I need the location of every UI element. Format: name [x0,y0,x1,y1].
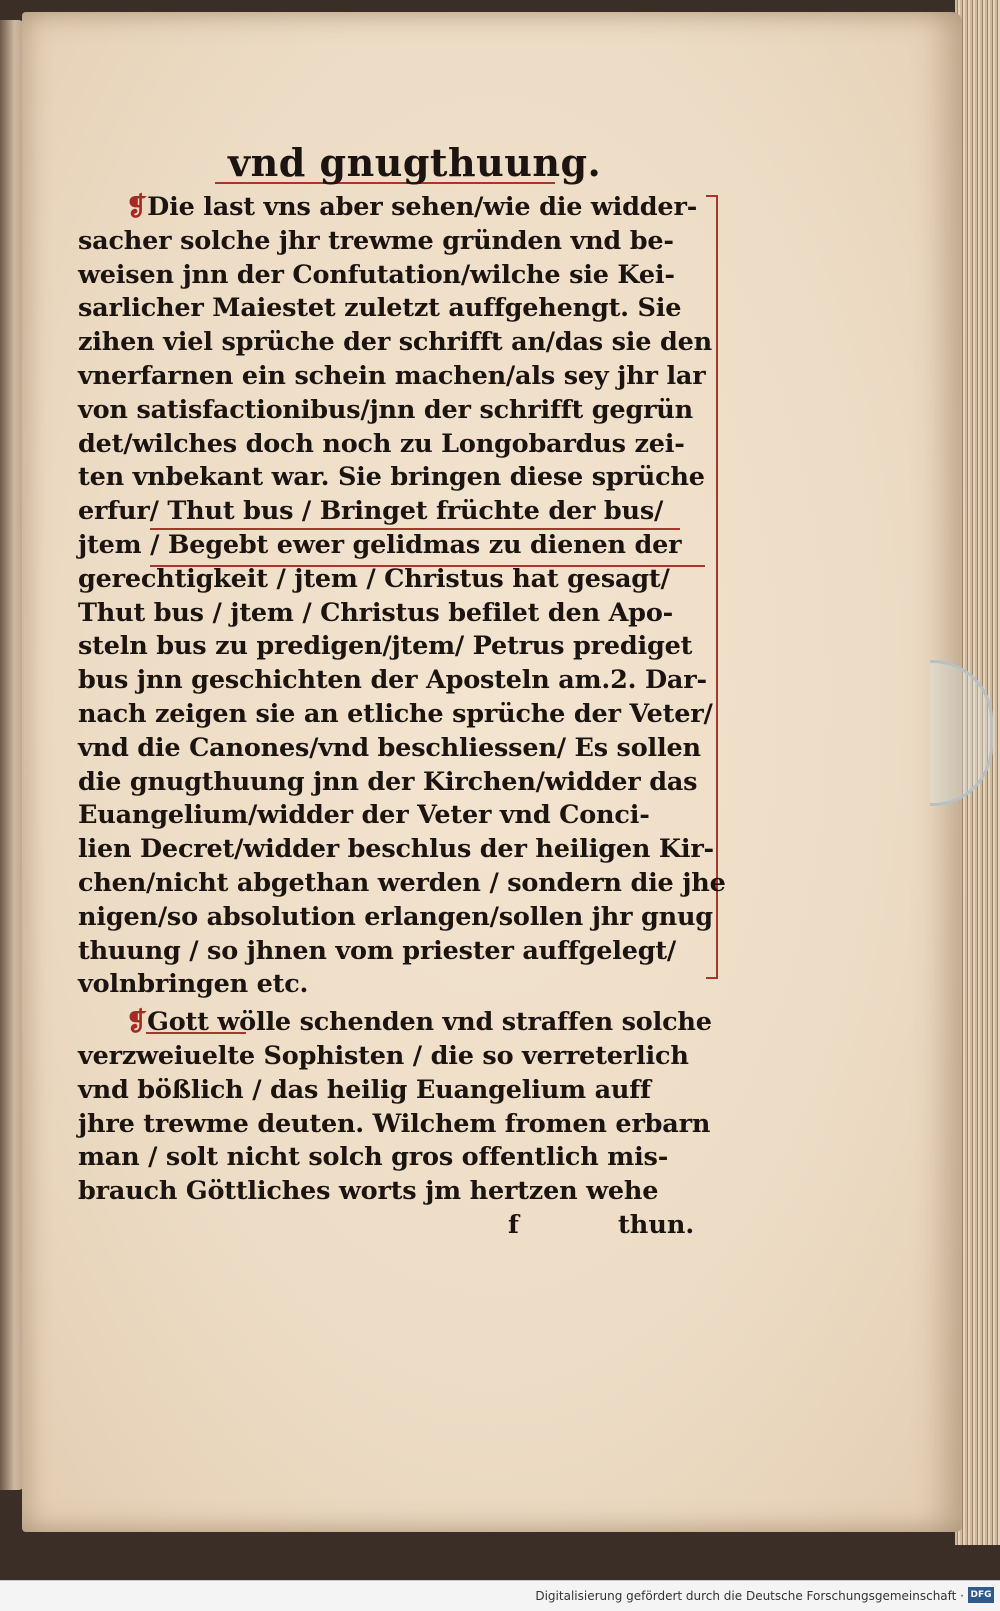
text-line: ❡Gott wölle schenden vnd straffen solche [126,1007,712,1038]
text-line: vnd bößlich / das heilig Euangelium auff [78,1074,651,1105]
footer [0,1580,1000,1611]
text-line: sacher solche jhr trewme gründen vnd be- [78,225,674,256]
text-line: jhre trewme deuten. Wilchem fromen erbarn [78,1108,711,1139]
text-line: man / solt nicht solch gros offentlich mis- [78,1142,669,1173]
text-line: sarlicher Maiestet zuletzt auffgehengt. Sie [78,293,682,324]
text-line: lien Decret/widder beschlus der heiligen Kir- [78,834,714,865]
text-line: vnd die Canones/vnd beschliessen/ Es sollen [78,732,701,763]
text-line: zihen viel sprüche der schrifft an/das sie den [78,327,712,358]
signature-line [78,1210,718,1250]
pilcrow-icon: ❡ [126,192,148,222]
text-line: thuung / so jhnen vom priester auffgelegt/ [78,935,677,966]
text-line: steln bus zu predigen/jtem/ Petrus prediget [78,631,693,662]
text-line: nigen/so absolution erlangen/sollen jhr gnug [78,901,713,932]
catchword: thun. [618,1210,695,1240]
pilcrow-icon: ❡ [126,1007,148,1038]
footer-credit: Digitalisierung gefördert durch die Deutsche Forschungsgemeinschaft · [535,1589,964,1603]
signature-mark: f [508,1210,519,1240]
paragraph-2 [78,1006,718,1209]
text-line: Euangelium/widder der Veter vnd Conci- [78,800,650,831]
text-line: brauch Göttliches worts jm hertzen wehe [78,1176,659,1207]
running-head: vnd gnugthuung. [228,140,602,185]
text-line: vnerfarnen ein schein machen/als sey jhr lar [78,360,706,391]
text-line: bus jnn geschichten der Aposteln am.2. Dar- [78,665,707,696]
text-line: Thut bus / jtem / Christus befilet den Apo- [78,597,674,628]
text-line: ❡Die last vns aber sehen/wie die widder- [126,192,698,222]
text-line: erfur/ Thut bus / Bringet früchte der bus/ [78,496,664,527]
text-line: jtem / Begebt ewer gelidmas zu dienen der [78,529,682,560]
text-line: det/wilches doch noch zu Longobardus zei- [78,428,685,459]
text-line: nach zeigen sie an etliche sprüche der Veter/ [78,698,713,729]
dfg-logo-icon: DFG [968,1587,994,1603]
text-line: gerechtigkeit / jtem / Christus hat gesagt/ [78,563,670,594]
text-line: weisen jnn der Confutation/wilche sie Kei- [78,259,675,290]
text-line: verzweiuelte Sophisten / die so verreterlich [78,1040,689,1071]
text-block [78,140,726,1209]
text-line: von satisfactionibus/jnn der schrifft gegrün [78,394,693,425]
text-line: volnbringen etc. [78,969,309,1000]
paragraph-1 [78,191,726,1002]
text-line: die gnugthuung jnn der Kirchen/widder das [78,766,698,797]
text-line: chen/nicht abgethan werden / sondern die jhe [78,867,726,898]
text-line: ten vnbekant war. Sie bringen diese sprüche [78,462,705,493]
